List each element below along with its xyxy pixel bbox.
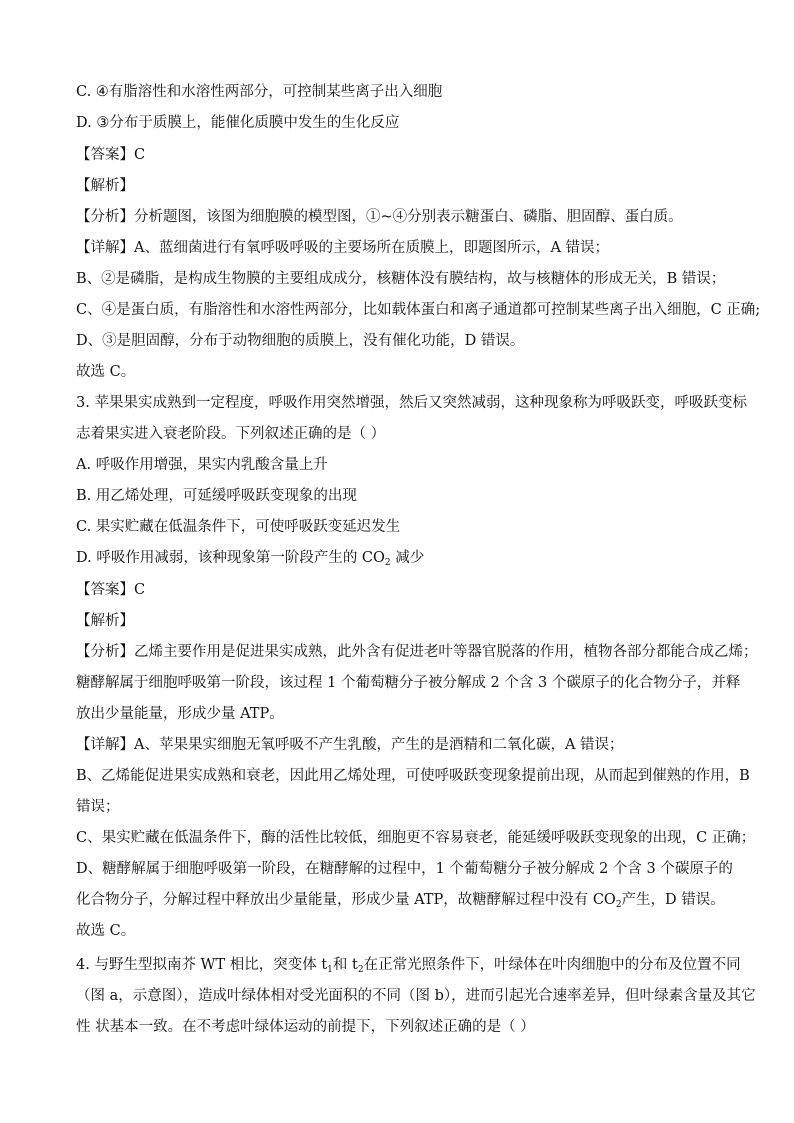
co2-subscript: 2 xyxy=(615,900,622,910)
t2-subscript: 2 xyxy=(357,965,364,975)
question-3-stem-line2: 志着果实进入衰老阶段。下列叙述正确的是（ ） xyxy=(76,426,386,442)
answer-label: 【答案】C xyxy=(76,147,146,163)
option-d-text: D. ③分布于质膜上，能催化质膜中发生的生化反应 xyxy=(76,115,400,131)
question-4-stem-line3: 性 状基本一致。在不考虑叶绿体运动的前提下，下列叙述正确的是（ ） xyxy=(76,1019,535,1035)
question-4-stem-line2: （图 a，示意图），造成叶绿体相对受光面积的不同（图 b），进而引起光合速率差异，但叶绿素含量及其它 xyxy=(76,988,756,1004)
question-3-stem-line1: 3. 苹果果实成熟到一定程度，呼吸作用突然增强，然后又突然减弱，这种现象称为呼吸跃变，呼吸跃变标 xyxy=(76,395,747,411)
detail-3-b-line2: 错误； xyxy=(76,799,120,815)
q4-line1-start: 4. 与野生型拟南芥 WT 相比，突变体 t xyxy=(76,957,328,973)
detail-3-b-line1: B、乙烯能促进果实成熟和衰老，因此用乙烯处理，可使呼吸跃变现象提前出现，从而起到催熟的作用，B xyxy=(76,768,750,784)
analysis-label: 【解析】 xyxy=(76,178,134,194)
detail-3-d-line2 xyxy=(76,890,725,915)
question-3-option-b: B. 用乙烯处理，可延缓呼吸跃变现象的出现 xyxy=(76,488,357,504)
option-c-text: C. ④有脂溶性和水溶性两部分，可控制某些离子出入细胞 xyxy=(76,84,443,100)
detail-3-a: 【详解】A、苹果果实细胞无氧呼吸不产生乳酸，产生的是酒精和二氧化碳，A 错误； xyxy=(76,737,624,753)
co2-subscript: 2 xyxy=(384,558,391,568)
q4-line1-tail: 在正常光照条件下，叶绿体在叶肉细胞中的分布及位置不同 xyxy=(363,957,741,973)
detail-3-d-line1: D、糖酵解属于细胞呼吸第一阶段，在糖酵解的过程中，1 个葡萄糖分子被分解成 2 个含 3 个碳原子的 xyxy=(76,861,733,877)
detail-b: B、②是磷脂，是构成生物膜的主要组成成分，核糖体没有膜结构，故与核糖体的形成无关，B 错误； xyxy=(76,271,726,287)
choose-c: 故选 C。 xyxy=(76,364,136,380)
question-3-option-a: A. 呼吸作用增强，果实内乳酸含量上升 xyxy=(76,457,328,473)
detail-3-c: C、果实贮藏在低温条件下，酶的活性比较低，细胞更不容易衰老，能延缓呼吸跃变现象的出现，C 正确； xyxy=(76,830,756,846)
option-d-tail: 减少 xyxy=(390,550,425,566)
q4-line1-mid: 和 t xyxy=(332,957,358,973)
question-3-option-c: C. 果实贮藏在低温条件下，可使呼吸跃变延迟发生 xyxy=(76,519,401,535)
analysis-label-3: 【解析】 xyxy=(76,613,134,629)
option-d-main: D. 呼吸作用减弱，该种现象第一阶段产生的 CO xyxy=(76,550,385,566)
detail-d: D、③是胆固醇，分布于动物细胞的质膜上，没有催化功能，D 错误。 xyxy=(76,333,525,349)
question-3-option-d xyxy=(76,548,720,573)
analysis-3-line2: 糖酵解属于细胞呼吸第一阶段，该过程 1 个葡萄糖分子被分解成 2 个含 3 个碳原子的化合物分子，并释 xyxy=(76,675,741,691)
analysis-3-line1: 【分析】乙烯主要作用是促进果实成熟，此外含有促进老叶等器官脱落的作用，植物各部分都能合成乙烯； xyxy=(76,644,758,660)
detail-3-d-tail: 产生，D 错误。 xyxy=(621,892,725,908)
detail-c: C、④是蛋白质，有脂溶性和水溶性两部分，比如载体蛋白和离子通道都可控制某些离子出入细胞，C 正确; xyxy=(76,302,761,318)
question-4-stem-line1 xyxy=(76,955,741,980)
detail-3-d-main: 化合物分子，分解过程中释放出少量能量，形成少量 ATP，故糖酵解过程中没有 CO xyxy=(76,892,616,908)
answer-label-3: 【答案】C xyxy=(76,582,146,598)
analysis-3-line3: 放出少量能量，形成少量 ATP。 xyxy=(76,706,284,722)
detail-a: 【详解】A、蓝细菌进行有氧呼吸呼吸的主要场所在质膜上，即题图所示，A 错误； xyxy=(76,240,610,256)
t1-subscript: 1 xyxy=(327,965,333,975)
choose-c-3: 故选 C。 xyxy=(76,923,136,939)
analysis-text: 【分析】分析题图，该图为细胞膜的模型图，①~④分别表示糖蛋白、磷脂、胆固醇、蛋白质。 xyxy=(76,209,683,225)
